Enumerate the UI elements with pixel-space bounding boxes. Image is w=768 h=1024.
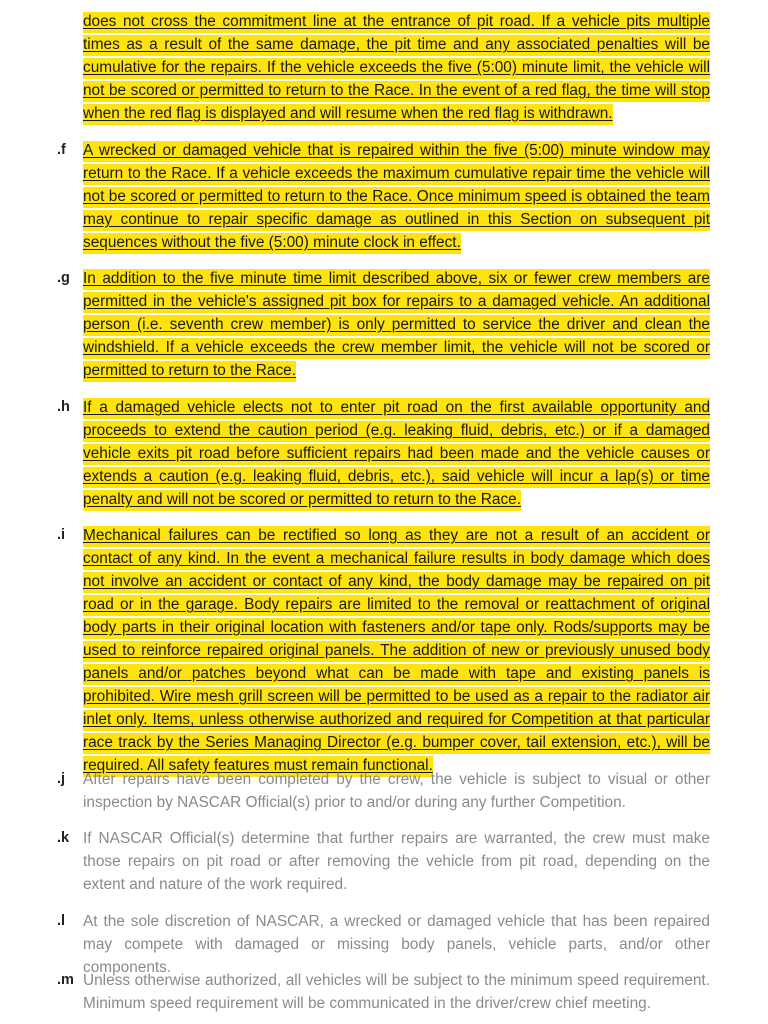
rule-marker: .j bbox=[57, 771, 66, 787]
rule-marker: .h bbox=[57, 399, 70, 415]
rule-text: In addition to the five minute time limit described above, six or fewer crew members are permitted in the vehicle's assigned pit box for repairs to a damaged vehicle. An additional person (i.e. seventh crew member) is only permitted to service the driver and clean the windshield. If a vehicle exceeds the crew member limit, the vehicle will not be scored or permitted to return to the Race. bbox=[83, 267, 710, 382]
rule-text: A wrecked or damaged vehicle that is repaired within the five (5:00) minute window may return to the Race. If a vehicle exceeds the maximum cumulative repair time the vehicle will not be scored or permitted to return to the Race. Once minimum speed is obtained the team may continue to repair specific damage as outlined in this Section on subsequent pit sequences without the five (5:00) minute clock in effect. bbox=[83, 139, 710, 254]
rule-text: If NASCAR Official(s) determine that further repairs are warranted, the crew must make those repairs on pit road or after removing the vehicle from pit road, depending on the extent and nature of the work required. bbox=[83, 830, 710, 893]
rule-marker: .i bbox=[57, 527, 66, 543]
rule-text: does not cross the commitment line at the entrance of pit road. If a vehicle pits multiple times as a result of the same damage, the pit time and any associated penalties will be cumulative for the repairs. If the vehicle exceeds the five (5:00) minute limit, the vehicle will not be scored or permitted to return to the Race. In the event of a red flag, the time will stop when the red flag is displayed and will resume when the red flag is withdrawn. bbox=[83, 10, 710, 125]
rule-text: If a damaged vehicle elects not to enter pit road on the first available opportunity and proceeds to extend the caution period (e.g. leaking fluid, debris, etc.) or if a damaged vehicle exits pit road before sufficient repairs had been made and the vehicle causes or extends a caution (e.g. leaking fluid, debris, etc.), said vehicle will incur a lap(s) or time penalty and will not be scored or permitted to return to the Race. bbox=[83, 396, 710, 511]
rule-text: Mechanical failures can be rectified so long as they are not a result of an accident or contact of any kind. In the event a mechanical failure results in body damage which does not involve an accident or contact of any kind, the body damage may be repaired on pit road or in the garage. Body repairs are limited to the removal or reattachment of original body parts in their original location with fasteners and/or tape only. Rods/supports may be used to reinforce repaired original panels. The addition of new or previously unused body panels and/or patches beyond what can be made with tape and existing panels is prohibited. Wire mesh grill screen will be permitted to be used as a repair to the radiator air inlet only. Items, unless otherwise authorized and required for Competition at that particular race track by the Series Managing Director (e.g. bumper cover, tail extension, etc.), will be required. All safety features must remain functional. bbox=[83, 524, 710, 777]
rule-marker: .k bbox=[57, 830, 70, 846]
rule-text: At the sole discretion of NASCAR, a wrecked or damaged vehicle that has been repaired may compete with damaged or missing body panels, vehicle parts, and/or other components. bbox=[83, 913, 710, 976]
rule-marker: .g bbox=[57, 270, 70, 286]
rule-marker: .m bbox=[57, 972, 74, 988]
rule-text: After repairs have been completed by the crew, the vehicle is subject to visual or other inspection by NASCAR Official(s) prior to and/or during any further Competition. bbox=[83, 771, 710, 811]
rule-text: Unless otherwise authorized, all vehicles will be subject to the minimum speed requirement. Minimum speed requirement will be communicated in the driver/crew chief meeting. bbox=[83, 972, 710, 1012]
rule-marker: .l bbox=[57, 913, 66, 929]
rule-marker: .f bbox=[57, 142, 66, 158]
